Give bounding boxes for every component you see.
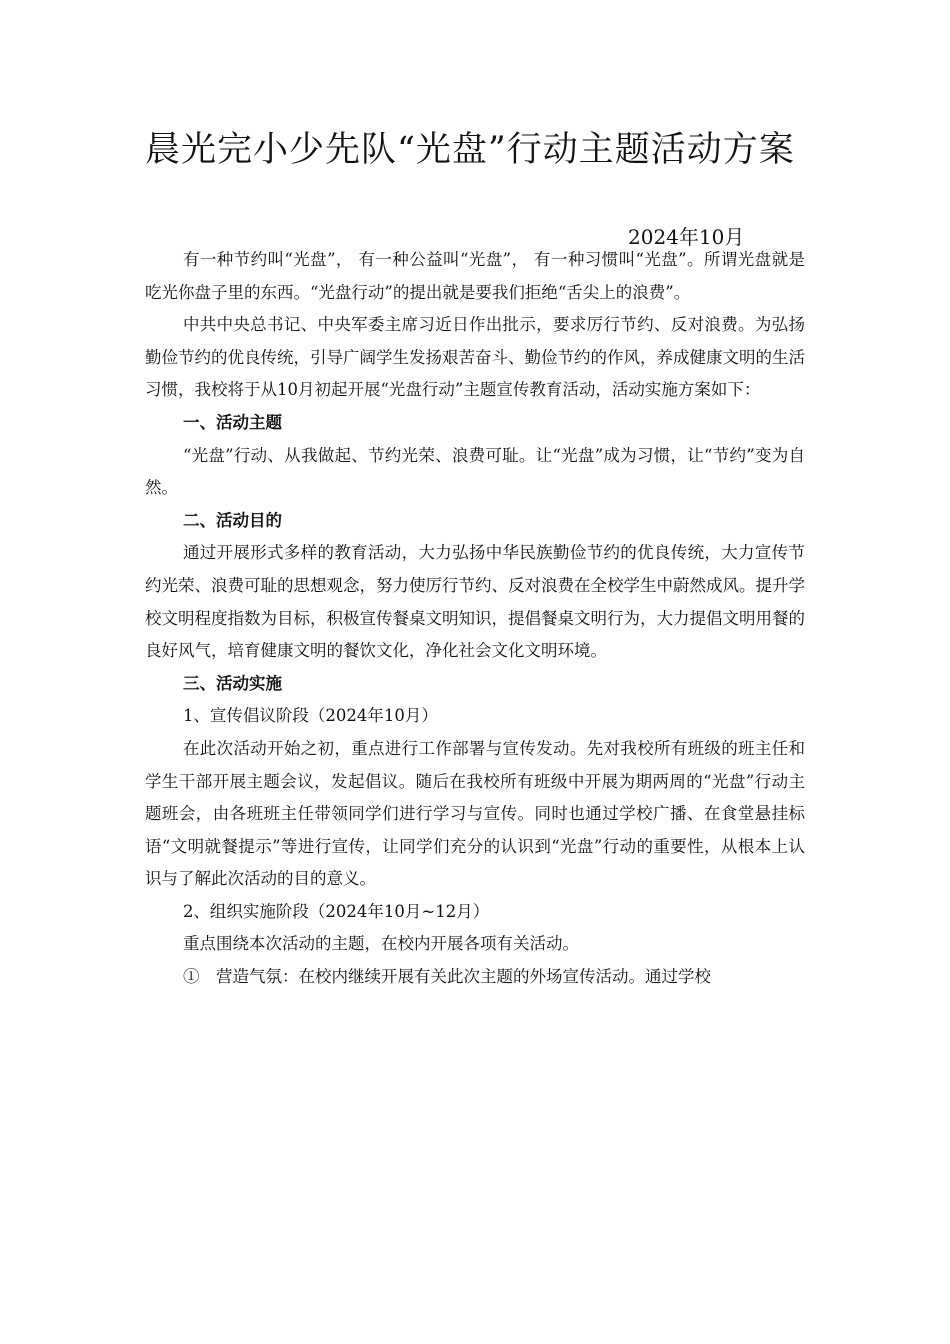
stage1-title: 1、宣传倡议阶段（2024年10月） — [182, 706, 438, 726]
stage2-text: 重点围绕本次活动的主题，在校内开展各项有关活动。 — [182, 934, 579, 954]
section-text-purpose: 通过开展形式多样的教育活动，大力弘扬中华民族勤俭节约的优良传统，大力宣传节约光荣、浪费可耻的思想观念，努力使厉行节约、反对浪费在全校学生中蔚然成风。提升学校文明程度指数为目标，积极宣传餐桌文明知识，提倡餐桌文明行为，大力提倡文明用餐的良好风气，培育健康文明的餐饮文化，净化社会文化文明环境。 — [145, 543, 805, 661]
intro-paragraph-1: 有一种节约叫“光盘”， 有一种公益叫“光盘”， 有一种习惯叫“光盘”。所谓光盘就是吃光你盘子里的东西。“光盘行动”的提出就是要我们拒绝“舌尖上的浪费”。 — [145, 250, 805, 302]
document-title: 晨光完小少先队“光盘”行动主题活动方案 — [145, 130, 795, 170]
section-heading-purpose: 二、活动目的 — [182, 510, 282, 530]
document-date: 2024年10月 — [628, 225, 745, 249]
document-body — [145, 244, 805, 994]
stage2-title: 2、组织实施阶段（2024年10月~12月） — [182, 901, 490, 921]
stage2-item-1: ① 营造气氛：在校内继续开展有关此次主题的外场宣传活动。通过学校 — [182, 967, 711, 987]
section-heading-implementation: 三、活动实施 — [182, 673, 282, 693]
intro-paragraph-2: 中共中央总书记、中央军委主席习近日作出批示，要求厉行节约、反对浪费。为弘扬勤俭节约的优良传统，引导广阔学生发扬艰苦奋斗、勤俭节约的作风，养成健康文明的生活习惯，我校将于从10月初起开展“光盘行动”主题宣传教育活动，活动实施方案如下： — [145, 315, 805, 400]
section-text-theme: “光盘”行动、从我做起、节约光荣、浪费可耻。让“光盘”成为习惯，让“节约”变为自然。 — [145, 445, 805, 498]
section-heading-theme: 一、活动主题 — [182, 412, 282, 432]
stage1-text: 在此次活动开始之初，重点进行工作部署与宣传发动。先对我校所有班级的班主任和学生干部开展主题会议，发起倡议。随后在我校所有班级中开展为期两周的“光盘”行动主题班会，由各班班主任带领同学们进行学习与宣传。同时也通过学校广播、在食堂悬挂标语“文明就餐提示”等进行宣传，让同学们充分的认识到“光盘”行动的重要性，从根本上认识与了解此次活动的目的意义。 — [145, 738, 805, 889]
